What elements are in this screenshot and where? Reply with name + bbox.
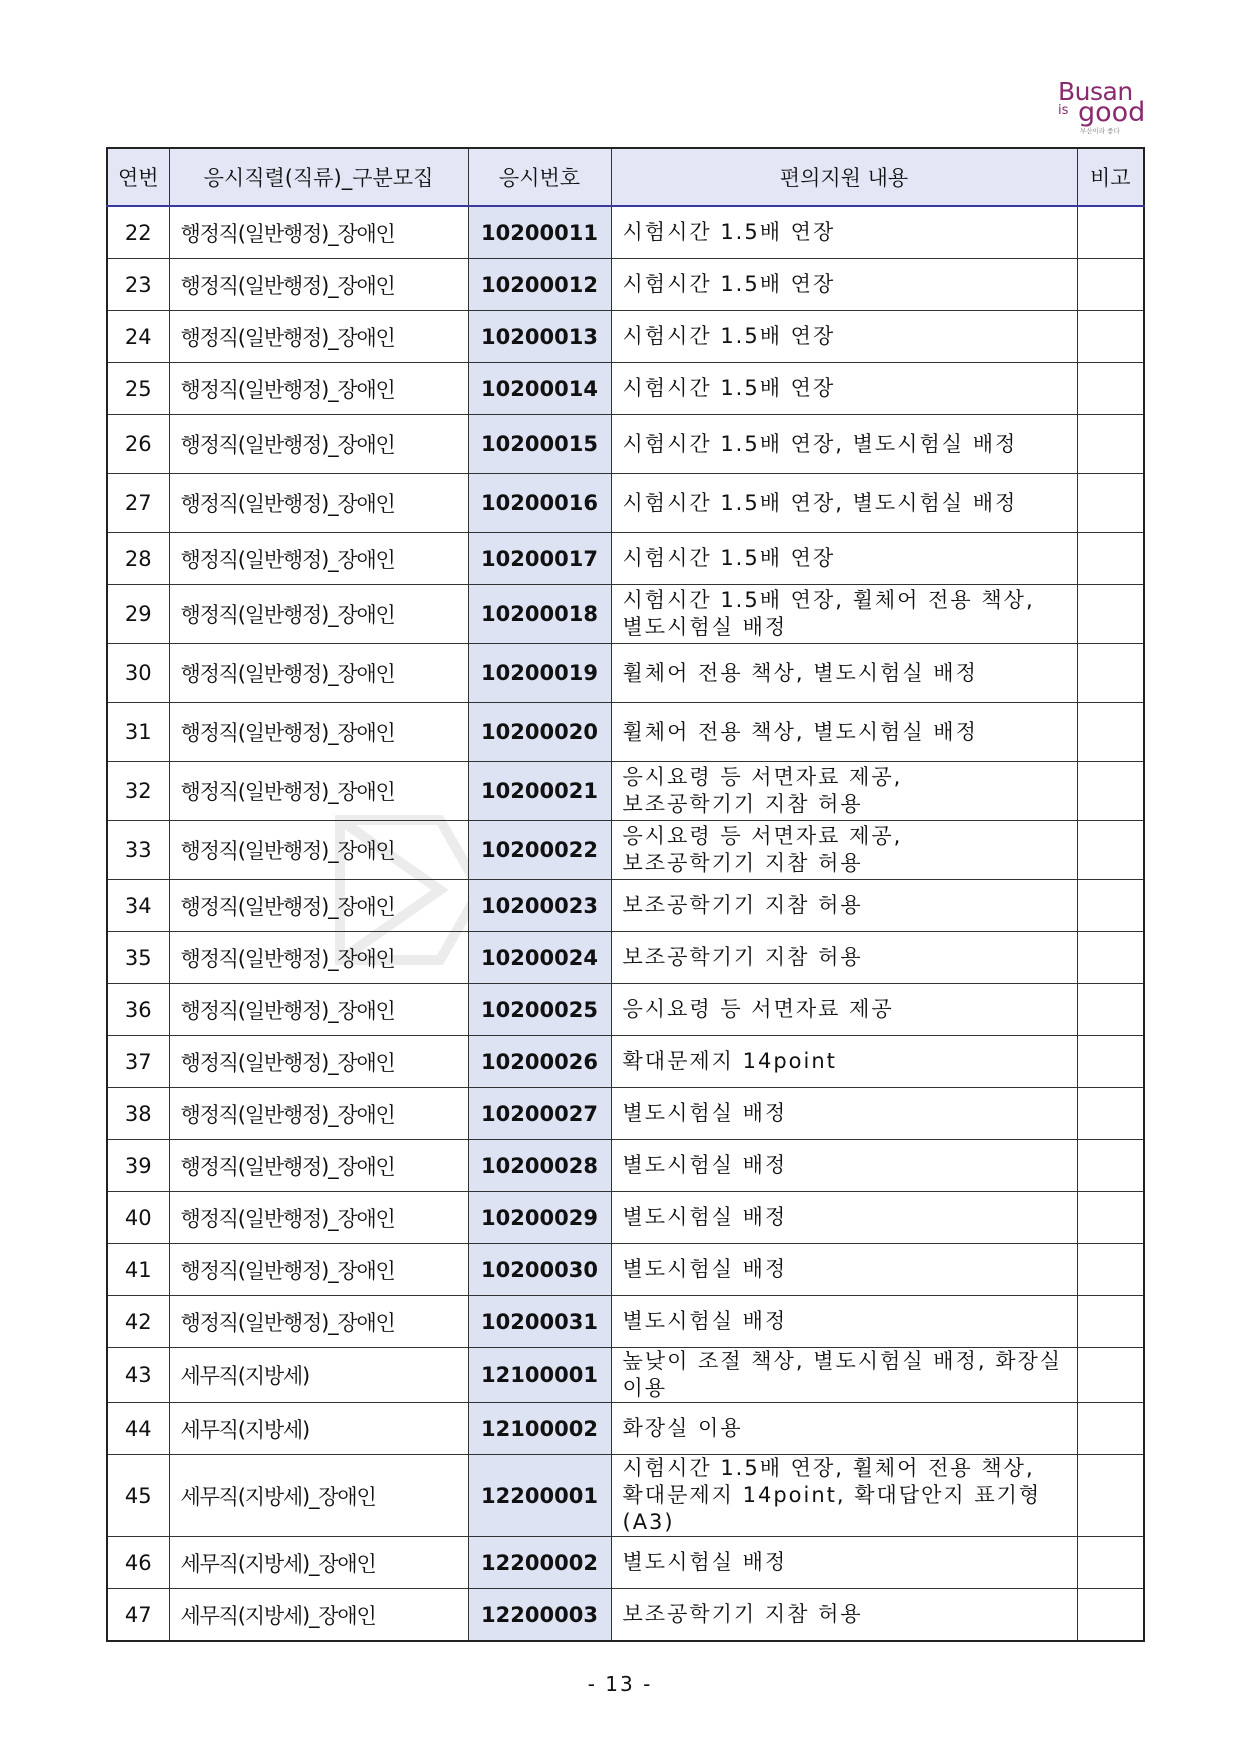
row-exam-number: 10200016 [468,474,611,533]
table-row [107,206,1144,259]
row-note [1077,1589,1144,1642]
row-accommodation [611,1537,1077,1589]
row-position: 행정직(일반행정)_장애인 [169,1088,468,1140]
accommodation-line: 보조공학기기 지참 허용 [622,851,863,875]
row-number: 26 [107,415,169,474]
row-exam-number: 10200022 [468,821,611,880]
row-exam-number: 10200014 [468,363,611,415]
row-number: 45 [107,1455,169,1537]
row-note [1077,1140,1144,1192]
row-note [1077,1244,1144,1296]
row-exam-number: 10200019 [468,644,611,703]
row-accommodation [611,415,1077,474]
row-number: 47 [107,1589,169,1642]
accommodation-line: 시험시간 1.5배 연장 [622,546,836,570]
row-exam-number: 12200002 [468,1537,611,1589]
row-position: 행정직(일반행정)_장애인 [169,311,468,363]
table-row [107,1589,1144,1642]
row-accommodation [611,1455,1077,1537]
row-accommodation [611,1244,1077,1296]
row-accommodation [611,984,1077,1036]
table-row [107,474,1144,533]
row-note [1077,363,1144,415]
row-note [1077,880,1144,932]
row-position: 행정직(일반행정)_장애인 [169,1192,468,1244]
row-number: 41 [107,1244,169,1296]
row-note [1077,259,1144,311]
accommodation-line: 화장실 이용 [622,1416,743,1440]
row-note [1077,703,1144,762]
row-exam-number: 10200027 [468,1088,611,1140]
row-exam-number: 12200001 [468,1455,611,1537]
header-position: 응시직렬(직류)_구분모집 [169,148,468,206]
row-exam-number: 10200024 [468,932,611,984]
row-note [1077,762,1144,821]
accommodation-line: 확대문제지 14point, 확대답안지 표기형(A3) [622,1483,1042,1534]
busan-is-good-logo [1058,78,1148,140]
row-note [1077,474,1144,533]
table-row [107,1244,1144,1296]
row-accommodation [611,259,1077,311]
row-position: 행정직(일반행정)_장애인 [169,1296,468,1348]
header-accommodation: 편의지원 내용 [611,148,1077,206]
row-exam-number: 12100001 [468,1348,611,1403]
row-exam-number: 10200028 [468,1140,611,1192]
row-note [1077,585,1144,644]
row-position: 행정직(일반행정)_장애인 [169,259,468,311]
row-position: 행정직(일반행정)_장애인 [169,1140,468,1192]
row-note [1077,1537,1144,1589]
row-note [1077,1348,1144,1403]
row-position: 행정직(일반행정)_장애인 [169,474,468,533]
row-exam-number: 12200003 [468,1589,611,1642]
accommodation-line: 보조공학기기 지참 허용 [622,945,863,969]
header-no: 연번 [107,148,169,206]
accommodation-line: 별도시험실 배정 [622,1205,788,1229]
row-note [1077,1088,1144,1140]
logo-word-is: is [1058,103,1069,118]
row-position: 행정직(일반행정)_장애인 [169,206,468,259]
accommodation-line: 시험시간 1.5배 연장 [622,324,836,348]
row-accommodation [611,474,1077,533]
table-row [107,1140,1144,1192]
table-row [107,259,1144,311]
accommodation-line: 별도시험실 배정 [622,615,788,639]
accommodation-line: 휠체어 전용 책상, 별도시험실 배정 [622,719,978,744]
row-position: 행정직(일반행정)_장애인 [169,585,468,644]
row-number: 25 [107,363,169,415]
row-accommodation [611,932,1077,984]
row-exam-number: 10200031 [468,1296,611,1348]
accommodation-line: 시험시간 1.5배 연장, 휠체어 전용 책상, [622,588,1035,612]
row-accommodation [611,363,1077,415]
row-accommodation [611,1348,1077,1403]
accommodation-line: 시험시간 1.5배 연장, 별도시험실 배정 [622,431,1018,456]
row-position: 행정직(일반행정)_장애인 [169,533,468,585]
row-exam-number: 10200029 [468,1192,611,1244]
row-accommodation [611,644,1077,703]
row-note [1077,644,1144,703]
header-note: 비고 [1077,148,1144,206]
row-note [1077,1455,1144,1537]
row-exam-number: 10200021 [468,762,611,821]
row-number: 27 [107,474,169,533]
logo-word-busan: Busan [1058,77,1133,106]
row-number: 28 [107,533,169,585]
row-position: 세무직(지방세) [169,1348,468,1403]
row-position: 행정직(일반행정)_장애인 [169,363,468,415]
accommodation-line: 별도시험실 배정 [622,1101,788,1125]
table-row [107,1537,1144,1589]
table-row [107,984,1144,1036]
row-exam-number: 10200026 [468,1036,611,1088]
row-note [1077,984,1144,1036]
row-position: 세무직(지방세)_장애인 [169,1455,468,1537]
table-row [107,880,1144,932]
row-note [1077,1296,1144,1348]
accommodation-line: 응시요령 등 서면자료 제공, [622,765,903,789]
table-row [107,644,1144,703]
row-number: 39 [107,1140,169,1192]
row-position: 행정직(일반행정)_장애인 [169,880,468,932]
row-exam-number: 10200017 [468,533,611,585]
table-row [107,1036,1144,1088]
row-number: 37 [107,1036,169,1088]
row-position: 세무직(지방세)_장애인 [169,1589,468,1642]
row-position: 행정직(일반행정)_장애인 [169,821,468,880]
table-row [107,1088,1144,1140]
accommodation-line: 보조공학기기 지참 허용 [622,792,863,816]
accommodation-line: 보조공학기기 지참 허용 [622,1602,863,1626]
row-accommodation [611,1192,1077,1244]
accommodation-line: 확대문제지 14point [622,1049,837,1073]
table-row [107,311,1144,363]
row-accommodation [611,1403,1077,1455]
row-note [1077,1192,1144,1244]
table-row [107,821,1144,880]
row-accommodation [611,1296,1077,1348]
row-number: 33 [107,821,169,880]
row-number: 23 [107,259,169,311]
row-note [1077,311,1144,363]
logo-tagline: 부산이라 좋다 [1080,127,1120,135]
row-position: 행정직(일반행정)_장애인 [169,932,468,984]
table-row [107,1403,1144,1455]
row-position: 행정직(일반행정)_장애인 [169,984,468,1036]
row-accommodation [611,1140,1077,1192]
accommodation-line: 별도시험실 배정 [622,1309,788,1333]
row-number: 36 [107,984,169,1036]
row-number: 24 [107,311,169,363]
row-accommodation [611,311,1077,363]
table-row [107,762,1144,821]
row-position: 행정직(일반행정)_장애인 [169,644,468,703]
row-accommodation [611,703,1077,762]
accommodation-line: 별도시험실 배정 [622,1153,788,1177]
accommodation-table [106,147,1145,1642]
row-note [1077,206,1144,259]
row-number: 29 [107,585,169,644]
accommodation-line: 별도시험실 배정 [622,1550,788,1574]
row-accommodation [611,1589,1077,1642]
row-position: 세무직(지방세) [169,1403,468,1455]
row-note [1077,932,1144,984]
row-note [1077,1036,1144,1088]
row-exam-number: 10200023 [468,880,611,932]
row-position: 행정직(일반행정)_장애인 [169,762,468,821]
row-accommodation [611,206,1077,259]
row-position: 행정직(일반행정)_장애인 [169,415,468,474]
row-position: 행정직(일반행정)_장애인 [169,1244,468,1296]
table-header-row [107,148,1144,206]
accommodation-line: 휠체어 전용 책상, 별도시험실 배정 [622,660,978,685]
row-number: 40 [107,1192,169,1244]
row-accommodation [611,585,1077,644]
table-row [107,1192,1144,1244]
row-number: 22 [107,206,169,259]
row-exam-number: 10200030 [468,1244,611,1296]
row-note [1077,415,1144,474]
accommodation-line: 시험시간 1.5배 연장 [622,272,836,296]
accommodation-line: 시험시간 1.5배 연장 [622,376,836,400]
accommodation-line: 시험시간 1.5배 연장, 별도시험실 배정 [622,490,1018,515]
row-exam-number: 10200011 [468,206,611,259]
row-number: 31 [107,703,169,762]
logo-word-good: good [1078,97,1146,128]
row-number: 42 [107,1296,169,1348]
table-row [107,363,1144,415]
row-note [1077,533,1144,585]
row-exam-number: 10200018 [468,585,611,644]
row-exam-number: 10200013 [468,311,611,363]
row-exam-number: 12100002 [468,1403,611,1455]
row-number: 34 [107,880,169,932]
table-row [107,1296,1144,1348]
accommodation-line: 시험시간 1.5배 연장 [622,220,836,244]
row-number: 46 [107,1537,169,1589]
accommodation-line: 별도시험실 배정 [622,1257,788,1281]
row-accommodation [611,762,1077,821]
row-exam-number: 10200025 [468,984,611,1036]
accommodation-line: 높낮이 조절 책상, 별도시험실 배정, 화장실 이용 [622,1349,1063,1400]
table-row [107,703,1144,762]
row-number: 38 [107,1088,169,1140]
row-number: 43 [107,1348,169,1403]
table-row [107,1348,1144,1403]
row-number: 30 [107,644,169,703]
header-exam-number: 응시번호 [468,148,611,206]
table-row [107,1455,1144,1537]
page-number: - 13 - [587,1672,653,1696]
row-accommodation [611,1036,1077,1088]
row-accommodation [611,821,1077,880]
table-row [107,533,1144,585]
row-accommodation [611,1088,1077,1140]
row-note [1077,821,1144,880]
row-exam-number: 10200012 [468,259,611,311]
row-accommodation [611,533,1077,585]
table-row [107,932,1144,984]
accommodation-line: 보조공학기기 지참 허용 [622,893,863,917]
table-row [107,415,1144,474]
row-accommodation [611,880,1077,932]
row-position: 행정직(일반행정)_장애인 [169,1036,468,1088]
row-number: 32 [107,762,169,821]
accommodation-line: 응시요령 등 서면자료 제공, [622,824,903,848]
row-position: 세무직(지방세)_장애인 [169,1537,468,1589]
row-exam-number: 10200015 [468,415,611,474]
row-number: 44 [107,1403,169,1455]
accommodation-line: 시험시간 1.5배 연장, 휠체어 전용 책상, [622,1456,1035,1480]
accommodation-line: 응시요령 등 서면자료 제공 [622,997,894,1021]
row-number: 35 [107,932,169,984]
row-exam-number: 10200020 [468,703,611,762]
table-row [107,585,1144,644]
row-note [1077,1403,1144,1455]
row-position: 행정직(일반행정)_장애인 [169,703,468,762]
